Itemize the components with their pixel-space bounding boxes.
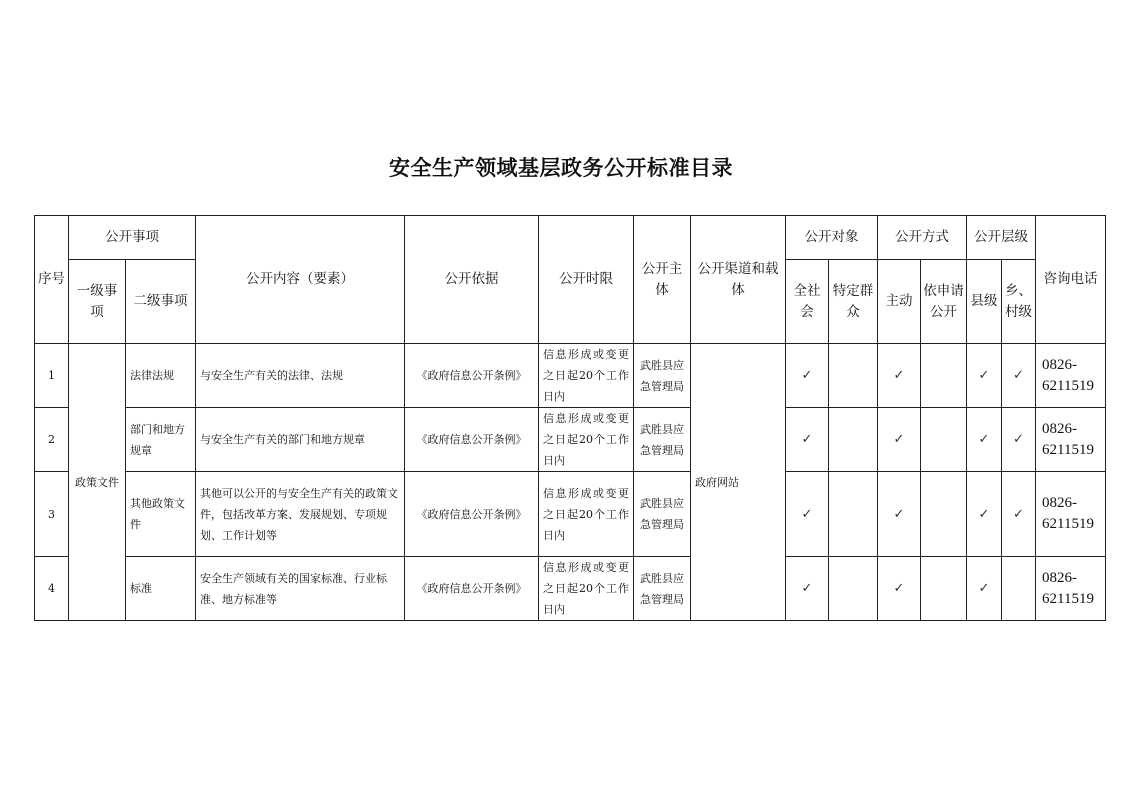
header-method-active: 主动 bbox=[878, 260, 921, 344]
cell-level-town: ✓ bbox=[1002, 408, 1036, 472]
cell-basis: 《政府信息公开条例》 bbox=[405, 472, 539, 557]
cell-content: 与安全生产有关的法律、法规 bbox=[196, 344, 405, 408]
header-time-limit: 公开时限 bbox=[539, 216, 634, 344]
header-level2: 二级事项 bbox=[126, 260, 196, 344]
header-channel: 公开渠道和载体 bbox=[691, 216, 786, 344]
cell-method-request bbox=[921, 408, 967, 472]
cell-phone: 0826-6211519 bbox=[1036, 344, 1106, 408]
header-target-group: 公开对象 bbox=[786, 216, 878, 260]
cell-subject: 武胜县应急管理局 bbox=[634, 344, 691, 408]
cell-time-limit: 信息形成或变更之日起20个工作日内 bbox=[539, 408, 634, 472]
cell-target-all: ✓ bbox=[786, 472, 829, 557]
cell-content: 与安全生产有关的部门和地方规章 bbox=[196, 408, 405, 472]
cell-level1-merged: 政策文件 bbox=[69, 344, 126, 621]
header-phone: 咨询电话 bbox=[1036, 216, 1106, 344]
cell-level-town: ✓ bbox=[1002, 472, 1036, 557]
cell-method-active: ✓ bbox=[878, 408, 921, 472]
table-row bbox=[35, 344, 1106, 408]
cell-time-limit: 信息形成或变更之日起20个工作日内 bbox=[539, 557, 634, 621]
cell-level-county: ✓ bbox=[967, 472, 1002, 557]
cell-method-active: ✓ bbox=[878, 472, 921, 557]
cell-time-limit: 信息形成或变更之日起20个工作日内 bbox=[539, 344, 634, 408]
cell-level-county: ✓ bbox=[967, 557, 1002, 621]
cell-phone: 0826-6211519 bbox=[1036, 408, 1106, 472]
cell-level-town: ✓ bbox=[1002, 344, 1036, 408]
cell-target-all: ✓ bbox=[786, 557, 829, 621]
cell-time-limit: 信息形成或变更之日起20个工作日内 bbox=[539, 472, 634, 557]
cell-method-request bbox=[921, 472, 967, 557]
cell-content: 安全生产领域有关的国家标准、行业标准、地方标准等 bbox=[196, 557, 405, 621]
cell-seq: 4 bbox=[35, 557, 69, 621]
cell-phone: 0826-6211519 bbox=[1036, 472, 1106, 557]
cell-phone: 0826-6211519 bbox=[1036, 557, 1106, 621]
cell-target-all: ✓ bbox=[786, 408, 829, 472]
cell-basis: 《政府信息公开条例》 bbox=[405, 344, 539, 408]
cell-level-county: ✓ bbox=[967, 408, 1002, 472]
header-level-county: 县级 bbox=[967, 260, 1002, 344]
catalog-table bbox=[34, 215, 1106, 621]
cell-content: 其他可以公开的与安全生产有关的政策文件，包括改革方案、发展规划、专项规划、工作计划等 bbox=[196, 472, 405, 557]
cell-target-specific bbox=[829, 472, 878, 557]
header-target-all: 全社会 bbox=[786, 260, 829, 344]
cell-basis: 《政府信息公开条例》 bbox=[405, 557, 539, 621]
cell-target-specific bbox=[829, 557, 878, 621]
cell-level2: 标准 bbox=[126, 557, 196, 621]
header-content: 公开内容（要素） bbox=[196, 216, 405, 344]
header-level1: 一级事项 bbox=[69, 260, 126, 344]
cell-level2: 法律法规 bbox=[126, 344, 196, 408]
cell-subject: 武胜县应急管理局 bbox=[634, 408, 691, 472]
header-level-group: 公开层级 bbox=[967, 216, 1036, 260]
cell-seq: 2 bbox=[35, 408, 69, 472]
cell-level2: 部门和地方规章 bbox=[126, 408, 196, 472]
cell-target-all: ✓ bbox=[786, 344, 829, 408]
cell-seq: 1 bbox=[35, 344, 69, 408]
table-header bbox=[35, 216, 1106, 344]
table-row bbox=[35, 408, 1106, 472]
cell-level-county: ✓ bbox=[967, 344, 1002, 408]
header-target-specific: 特定群众 bbox=[829, 260, 878, 344]
cell-level2: 其他政策文件 bbox=[126, 472, 196, 557]
cell-subject: 武胜县应急管理局 bbox=[634, 557, 691, 621]
cell-method-active: ✓ bbox=[878, 344, 921, 408]
table-row bbox=[35, 557, 1106, 621]
cell-channel-merged: 政府网站 bbox=[691, 344, 786, 621]
cell-method-request bbox=[921, 344, 967, 408]
cell-method-active: ✓ bbox=[878, 557, 921, 621]
header-method-group: 公开方式 bbox=[878, 216, 967, 260]
cell-target-specific bbox=[829, 344, 878, 408]
table-row bbox=[35, 472, 1106, 557]
cell-subject: 武胜县应急管理局 bbox=[634, 472, 691, 557]
cell-target-specific bbox=[829, 408, 878, 472]
page-title: 安全生产领域基层政务公开标准目录 bbox=[389, 155, 733, 180]
header-level-town: 乡、村级 bbox=[1002, 260, 1036, 344]
header-basis: 公开依据 bbox=[405, 216, 539, 344]
cell-level-town bbox=[1002, 557, 1036, 621]
header-subject: 公开主体 bbox=[634, 216, 691, 344]
cell-basis: 《政府信息公开条例》 bbox=[405, 408, 539, 472]
header-item-group: 公开事项 bbox=[69, 216, 196, 260]
header-method-request: 依申请公开 bbox=[921, 260, 967, 344]
cell-seq: 3 bbox=[35, 472, 69, 557]
cell-method-request bbox=[921, 557, 967, 621]
header-seq: 序号 bbox=[35, 216, 69, 344]
